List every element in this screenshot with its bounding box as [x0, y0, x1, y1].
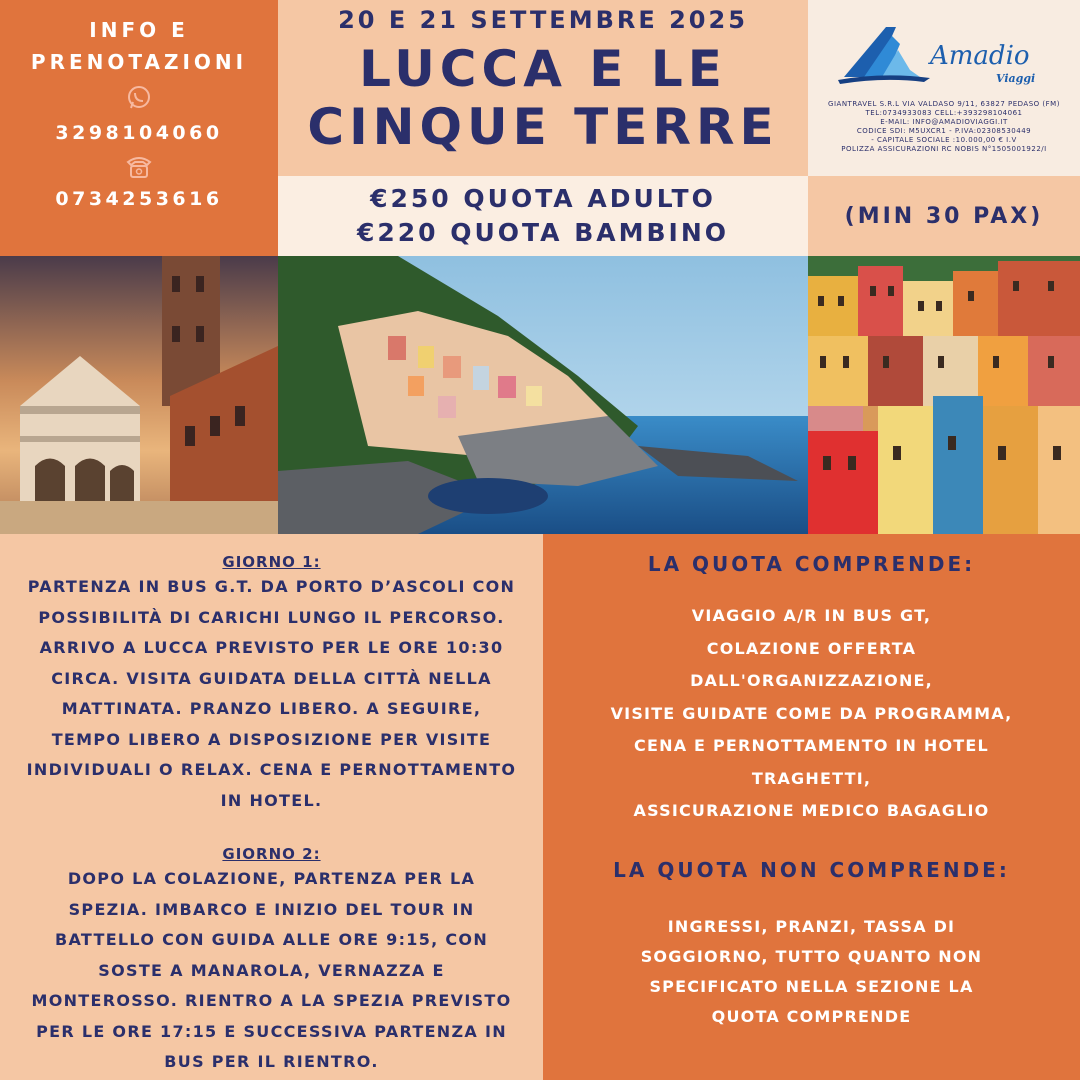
not-included-item: SOGGIORNO, TUTTO QUANTO NON — [640, 946, 983, 966]
includes-list — [543, 600, 1080, 828]
day2-title: GIORNO 2: — [222, 845, 321, 863]
whatsapp-icon — [125, 84, 153, 116]
day1-text: PARTENZA IN BUS G.T. DA PORTO D’ASCOLI CON POSSIBILITÀ DI CARICHI LUNGO IL PERCORSO. ARRIVO A LUCCA PREVISTO PER LE ORE 10:30 CIRCA. VISITA GUIDATA DELLA CITTÀ NELLA MATTINATA. PRANZO LIBERO. A SEGUIRE, TEMPO LIBERO A DISPOSIZIONE PER VISITE INDIVIDUALI O RELAX. CENA E PERNOTTAMENTO IN HOTEL. — [26, 577, 517, 810]
title-line2: CINQUE TERRE — [307, 98, 779, 156]
price-adult: €250 QUOTA ADULTO — [370, 184, 716, 213]
not-included-item: QUOTA COMPRENDE — [711, 1006, 912, 1026]
legal-line: CODICE SDI: M5UXCR1 - P.IVA:02308530449 — [856, 127, 1032, 135]
includes-item: CENA E PERNOTTAMENTO IN HOTEL — [634, 736, 989, 755]
includes-item: ASSICURAZIONE MEDICO BAGAGLIO — [633, 801, 990, 820]
min-pax-label: (MIN 30 PAX) — [844, 203, 1044, 229]
lucca-cathedral-photo — [0, 256, 278, 534]
title-line1: LUCCA E LE — [359, 40, 727, 98]
legal-line: E-MAIL: INFO@AMADIOVIAGGI.IT — [880, 118, 1008, 126]
legal-line: - CAPITALE SOCIALE :10.000,00 € I.V — [871, 136, 1017, 144]
prices-panel — [278, 176, 808, 256]
agency-panel — [808, 0, 1080, 176]
includes-item: TRAGHETTI, — [751, 768, 872, 788]
legal-line: GIANTRAVEL S.R.L VIA VALDASO 9/11, 63827 PEDASO (FM) — [828, 100, 1060, 108]
cinque-terre-houses-photo — [808, 256, 1080, 534]
logo-subtext: Viaggi — [996, 72, 1036, 85]
day1-title: GIORNO 1: — [222, 553, 321, 571]
agency-logo — [808, 22, 1080, 88]
telephone-icon — [124, 152, 154, 184]
title-panel — [278, 0, 808, 176]
phone-landline[interactable]: 0734253616 — [55, 188, 223, 210]
trip-date: 20 E 21 SETTEMBRE 2025 — [338, 6, 748, 34]
phone-mobile[interactable]: 3298104060 — [55, 122, 223, 144]
price-child: €220 QUOTA BAMBINO — [356, 218, 730, 247]
includes-item: DALL'ORGANIZZAZIONE, — [690, 671, 933, 690]
includes-item: VIAGGIO A/R IN BUS GT, — [691, 606, 932, 625]
not-included-list — [543, 912, 1080, 1032]
contact-panel — [0, 0, 278, 256]
contact-heading-line2: PRENOTAZIONI — [30, 50, 248, 74]
not-included-item: INGRESSI, PRANZI, TASSA DI — [667, 916, 956, 936]
min-pax-panel — [808, 176, 1080, 256]
legal-line: POLIZZA ASSICURAZIONI RC NOBIS N°1505001922/I — [841, 145, 1047, 153]
itinerary-panel — [0, 534, 543, 1080]
includes-item: COLAZIONE OFFERTA — [706, 638, 917, 658]
logo-text: Amadio — [930, 41, 1030, 71]
includes-heading: LA QUOTA COMPRENDE: — [647, 552, 976, 576]
not-included-heading: LA QUOTA NON COMPRENDE: — [613, 857, 1010, 882]
legal-line: TEL:0734933083 CELL:+393298104061 — [865, 109, 1023, 117]
page-title — [278, 40, 808, 156]
manarola-photo — [278, 256, 808, 534]
contact-heading-line1: INFO E — [89, 18, 189, 42]
not-included-item: SPECIFICATO NELLA SEZIONE LA — [649, 976, 974, 996]
legal-info — [808, 100, 1080, 154]
includes-panel — [543, 534, 1080, 1080]
day2-text: DOPO LA COLAZIONE, PARTENZA PER LA SPEZIA. IMBARCO E INIZIO DEL TOUR IN BATTELLO CON GUIDA ALLE ORE 9:15, CON SOSTE A MANAROLA, VERNAZZA E MONTEROSSO. RIENTRO A LA SPEZIA PREVISTO PER LE ORE 17:15 E SUCCESSIVA PARTENZA IN BUS PER IL RIENTRO. — [31, 869, 512, 1071]
includes-item: VISITE GUIDATE COME DA PROGRAMMA, — [610, 703, 1013, 723]
